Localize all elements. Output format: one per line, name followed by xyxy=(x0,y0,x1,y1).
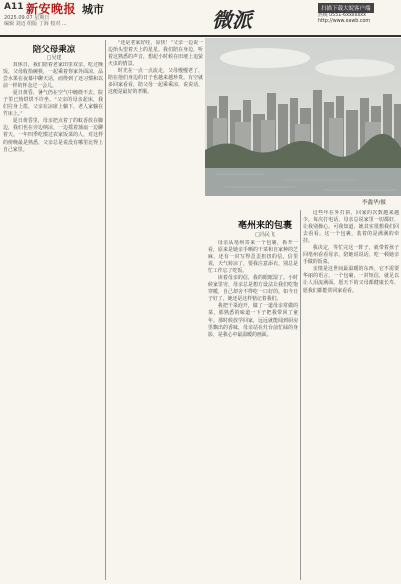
page-header xyxy=(0,0,401,34)
article2-paragraph: 亲情是这世间最温暖的东西，它不需要华丽的语言，一个包裹、一封短信，就足以让人泪流满面。愿天下的父母都健康长寿，愿我们都能常回家看看。 xyxy=(303,266,399,294)
page-number: A11 xyxy=(4,2,24,12)
article2-title: 亳州来的包裹 xyxy=(237,221,292,231)
article2-author: □冯民飞 xyxy=(255,232,275,238)
article1-paragraph: “还是老家好哇，凉快！”父亲一边说一边抬头望着天上的星星。我们陪在身边，听着这熟悉的声音，想起小时候在田埂上追萤火虫的情景。 xyxy=(108,40,203,68)
contact-info: 热线 0551-6xxxxxxx http://www.xawb.com xyxy=(318,13,371,24)
city-skyline-photo xyxy=(205,38,401,196)
article2-column-1 xyxy=(208,240,298,584)
article1-title: 陪父母乘凉 xyxy=(32,45,76,55)
article1-paragraph: 时光在一点一点流走，父母慢慢老了，陪在他们身边的日子也越来越珍贵。有空就多回家看看，陪父母一起乘乘凉，说说话，这便是最好的孝顺。 xyxy=(108,68,203,96)
app-slogan: 扫描下载大皖客户端 xyxy=(318,3,374,13)
article2-column-2 xyxy=(303,210,399,584)
newspaper-logo: 新安晚报 xyxy=(26,2,77,16)
column-divider xyxy=(300,210,301,580)
article1-author: □吴建 xyxy=(46,55,62,61)
article2-paragraph: 母亲从亳州寄来一个包裹，拆开一看，原来是她亲手晒的干菜和自家种的芝麻，还有一封写得歪歪扭扭的信。信里说，天气转凉了，要我注意添衣，别总是忙工作忘了吃饭。 xyxy=(208,240,298,275)
photo-image xyxy=(205,38,401,196)
photo-caption: 李鑫华/摄 xyxy=(362,200,386,206)
article1-paragraph: 夏日黄昏里，母亲把点着了的蚊香放在脚边，我们也在旁边纳凉，一边摇着蒲扇一边聊着天。一年四季吃惯过农家饭菜的人，对这样的傍晚最是熟悉，父亲总是说没有哪里比得上自己家里。 xyxy=(3,118,103,153)
editor-credits: 编辑 刘迈 组版 丁海 校对 ... xyxy=(4,21,67,27)
article1-paragraph: 夏日黄昏，暑气仍在空气中缠绕不去，院子里已热烘烘不许坐。“父亲的母亲起床，我们往身上搭，父亲在凉席上躺下，老人家躺在竹床上。” xyxy=(3,90,103,118)
header-rule xyxy=(0,35,401,37)
article1-paragraph: 双休日，我们陪着老家田里双亲。吃过晚饭，父母收拾碗筷，一起乘着你家外面凉，品尝水果在夜幕中聊天话，而得到了还习惯和以前一样的怀念过一会儿。 xyxy=(3,62,103,90)
column-divider xyxy=(105,40,106,580)
article2-paragraph: 我决定，等忙完这一阵子，就带着孩子回亳州看看母亲，陪她说说话，吃一顿她亲手做的饭菜。 xyxy=(303,245,399,266)
article2-paragraph: 读着母亲的信，我的眼眶湿了。小时候家里穷，母亲总是想方设法让我们吃饱穿暖，自己却舍不得吃一口好的。如今日子好了，她还是这样惦记着我们。 xyxy=(208,275,298,303)
issue-date: 2025.09.07 星期日 xyxy=(4,15,50,21)
article2-paragraph: 我把干菜泡开，做了一道母亲常做的菜，那熟悉的味道一下子把我带回了童年。那时候放学回家，远远就能闻到厨房里飘出的香味，母亲站在灶台前忙碌的身影，是我心中最温暖的画面。 xyxy=(208,303,298,338)
column-title: 微派 xyxy=(212,8,252,32)
section-name: 城市 xyxy=(82,3,104,16)
article1-column-1 xyxy=(3,62,103,584)
article1-column-2 xyxy=(108,40,203,584)
article2-paragraph: 这些年在外打拼，回家的次数越来越少。每次打电话，母亲总说家里一切都好，让我别操心。可我知道，她其实很想我们回去看看。这一个包裹，装着的是满满的牵挂。 xyxy=(303,210,399,245)
